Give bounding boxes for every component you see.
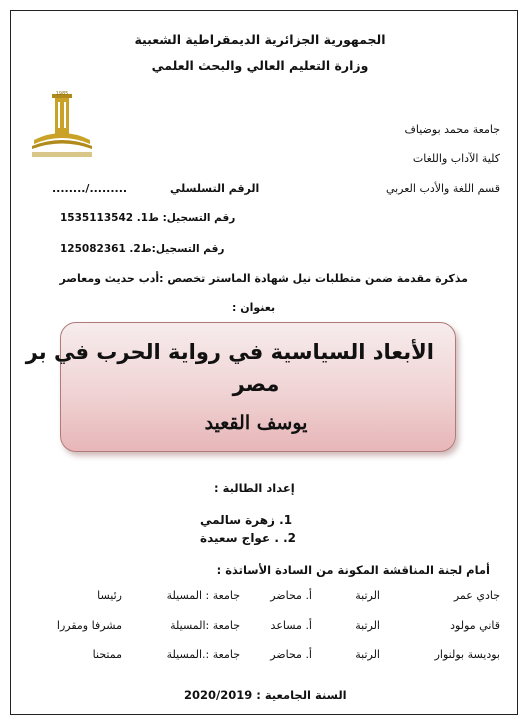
registration-2-number: 125082361 [60,243,126,255]
member-name: قاني مولود [450,619,500,632]
member-grade: أ. محاضر [270,648,312,661]
prepared-by-label: إعداد الطالبة : [214,481,295,495]
member-university: جامعة : المسيلة [166,589,240,602]
member-role: رئيسا [97,589,122,602]
university-name: جامعة محمد بوضياف [404,123,500,136]
thesis-title-line2: مصر [232,372,280,396]
registration-1-number: 1535113542 [60,212,134,224]
serial-value: ......../......... [52,182,128,195]
member-role: ممتحنا [92,648,122,661]
registration-2 [60,243,224,255]
registration-2-label: رقم التسجيل:ط2. [129,243,225,255]
member-grade: أ. محاضر [270,589,312,602]
member-rank-label: الرتبة [355,648,380,661]
academic-year: السنة الجامعية : 2020/2019 [184,688,347,702]
serial-label: الرقم التسلسلي [170,182,260,195]
ministry-header: وزارة التعليم العالي والبحث العلمي [151,58,369,73]
committee-row [0,589,530,605]
member-role: مشرفا ومقررا [56,619,122,632]
faculty-name: كلية الآداب واللغات [412,152,500,165]
member-rank-label: الرتبة [355,619,380,632]
member-university: جامعة :المسيلة [170,619,240,632]
student-1: 1. زهرة سالمي [200,513,293,527]
member-university: جامعة :.المسيلة [166,648,240,661]
committee-row [0,619,530,635]
registration-1-label: رقم التسجيل: ط1. [136,212,236,224]
registration-1 [60,212,235,224]
member-name: بوديسة بولنوار [434,648,500,661]
republic-header: الجمهورية الجزائرية الديمقراطية الشعبية [134,32,386,47]
member-name: جادي عمر [453,589,500,602]
committee-row [0,648,530,664]
university-tower-logo-icon [28,90,96,160]
title-label: بعنوان : [232,301,276,314]
committee-label: أمام لجنة المناقشة المكونة من السادة الأساتذة : [216,563,490,577]
thesis-title-line1: الأبعاد السياسية في رواية الحرب في بر [25,340,434,364]
member-grade: أ. مساعد [270,619,312,632]
member-rank-label: الرتبة [355,589,380,602]
logo-year: 1985 [55,91,69,97]
student-2: 2. . عواج سعيدة [200,531,296,545]
department-name: قسم اللغة والأدب العربي [385,182,500,195]
novel-author: يوسف القعيد [204,412,308,434]
memo-statement: مذكرة مقدمة ضمن متطلبات نيل شهادة الماستر تخصص :أدب حديث ومعاصر [59,272,468,285]
